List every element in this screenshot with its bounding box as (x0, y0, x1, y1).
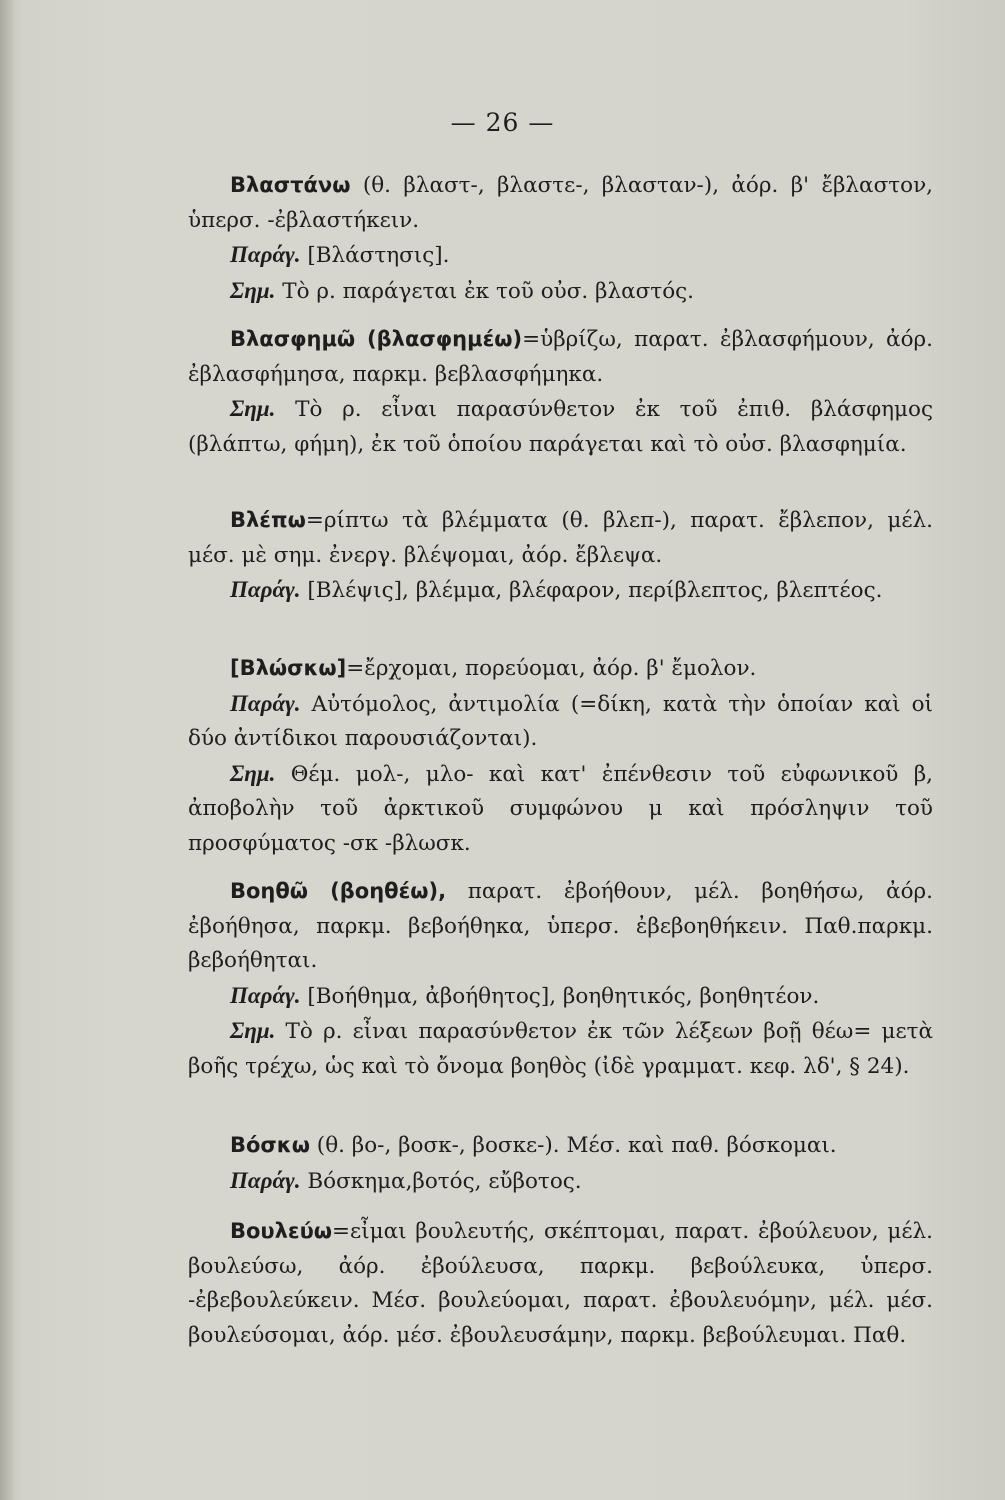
dictionary-entry (188, 503, 933, 609)
entry-headword: Βλέπω (230, 508, 306, 532)
entry-line (188, 503, 933, 573)
entry-headword: Βουλεύω (230, 1219, 333, 1243)
entry-headword: Βλαστάνω (230, 173, 351, 197)
entry-line (188, 573, 933, 609)
entry-line (188, 274, 933, 310)
entry-text: παρατ. ἐβοήθουν, μέλ. βοηθήσω, ἀόρ. ἐβοήθησα, παρκμ. βεβοήθηκα, ὑπερσ. ἐβεβοηθήκειν. Παθ.παρκμ. βεβοήθηται. (188, 879, 933, 973)
entry-label: Σημ. (230, 396, 276, 421)
dictionary-entry (188, 1214, 933, 1353)
dictionary-entry (188, 651, 933, 861)
entry-text: [Βοήθημα, ἀβοήθητος], βοηθητικός, βοηθητέον. (300, 983, 820, 1009)
entry-label: Παράγ. (230, 1167, 301, 1193)
entry-line (188, 874, 933, 979)
entry-line (188, 238, 933, 274)
entry-headword: Βοηθῶ (βοηθέω), (230, 879, 447, 903)
entry-line (188, 168, 933, 238)
entry-line (188, 1014, 933, 1084)
dictionary-entry (188, 1128, 933, 1199)
entry-line (188, 1164, 933, 1200)
entry-text: =εἶμαι βουλευτής, σκέπτομαι, παρατ. ἐβούλευον, μέλ. βουλεύσω, ἀόρ. ἐβούλευσα, παρκμ. βεβούλευκα, ὑπερσ. -ἐβεβουλεύκειν. Μέσ. βουλεύομαι, παρατ. ἐβουλευόμην, μέλ. μέσ. βουλεύσομαι, ἀόρ. μέσ. ἐβουλευσάμην, παρκμ. βεβούλευμαι. Παθ. (188, 1219, 933, 1348)
entry-headword: Βλασφημῶ (βλασφημέω) (230, 327, 523, 351)
entry-text: Θέμ. μολ-, μλο- καὶ κατ' ἐπένθεσιν τοῦ εὐφωνικοῦ β, ἀποβολὴν τοῦ ἀρκτικοῦ συμφώνου μ καὶ πρόσληψιν τοῦ προσφύματος -σκ -βλωσκ. (188, 761, 933, 856)
entry-text: Τὸ ρ. παράγεται ἐκ τοῦ οὐσ. βλαστός. (275, 278, 695, 304)
entry-label: Παράγ. (230, 690, 301, 716)
entry-line (188, 1214, 933, 1353)
page-binding-edge (0, 0, 14, 1500)
entry-text: =ρίπτω τὰ βλέμματα (θ. βλεπ-), παρατ. ἔβλεπον, μέλ. μέσ. μὲ σημ. ἐνεργ. βλέψομαι, ἀόρ. ἔβλεψα. (188, 508, 933, 568)
entry-label: Παράγ. (230, 242, 301, 267)
entry-text: [Βλέψις], βλέμμα, βλέφαρον, περίβλεπτος, βλεπτέος. (300, 578, 883, 603)
entry-text: (θ. βλαστ-, βλαστε-, βλασταν-), ἀόρ. β' ἔβλαστον, ὑπερσ. -ἐβλαστήκειν. (188, 173, 933, 233)
entry-line (188, 1128, 933, 1164)
entry-text: Τὸ ρ. εἶναι παρασύνθετον ἐκ τῶν λέξεων βοῇ θέω= μετὰ βοῆς τρέχω, ὡς καὶ τὸ ὄνομα βοηθὸς (ἰδὲ γραμματ. κεφ. λδ', § 24). (188, 1019, 933, 1079)
dictionary-entry (188, 168, 933, 309)
entry-line (188, 651, 933, 687)
dictionary-entry (188, 322, 933, 462)
entry-text: [Βλάστησις]. (300, 243, 450, 268)
entry-text: Τὸ ρ. εἶναι παρασύνθετον ἐκ τοῦ ἐπιθ. βλάσφημος (βλάπτω, φήμη), ἐκ τοῦ ὁποίου παράγεται καὶ τὸ οὐσ. βλασφημία. (188, 397, 933, 457)
entry-headword: Βόσκω (230, 1133, 310, 1157)
entry-line (188, 687, 933, 757)
entry-text: =ὑβρίζω, παρατ. ἐβλασφήμουν, ἀόρ. ἐβλασφήμησα, παρκμ. βεβλασφήμηκα. (188, 327, 933, 387)
entry-label: Σημ. (230, 760, 276, 786)
entry-label: Σημ. (230, 1018, 276, 1043)
entry-text: (θ. βο-, βοσκ-, βοσκε-). Μέσ. καὶ παθ. βόσκομαι. (309, 1133, 837, 1158)
entry-line (188, 979, 933, 1015)
dictionary-entry (188, 874, 933, 1084)
page-number: — 26 — (450, 108, 555, 137)
entry-text: =ἔρχομαι, πορεύομαι, ἀόρ. β' ἔμολον. (346, 656, 757, 681)
entry-line (188, 757, 933, 862)
entry-line (188, 322, 933, 392)
entry-text: Βόσκημα,βοτός, εὔβοτος. (300, 1168, 582, 1194)
entry-headword: [Βλώσκω] (230, 656, 347, 680)
entry-text: Αὐτόμολος, ἀντιμολία (=δίκη, κατὰ τὴν ὁποίαν καὶ οἱ δύο ἀντίδικοι παρουσιάζονται). (188, 691, 933, 751)
entry-label: Παράγ. (230, 577, 301, 602)
entry-line (188, 392, 933, 462)
entry-label: Παράγ. (230, 982, 301, 1008)
entry-label: Σημ. (230, 277, 276, 303)
